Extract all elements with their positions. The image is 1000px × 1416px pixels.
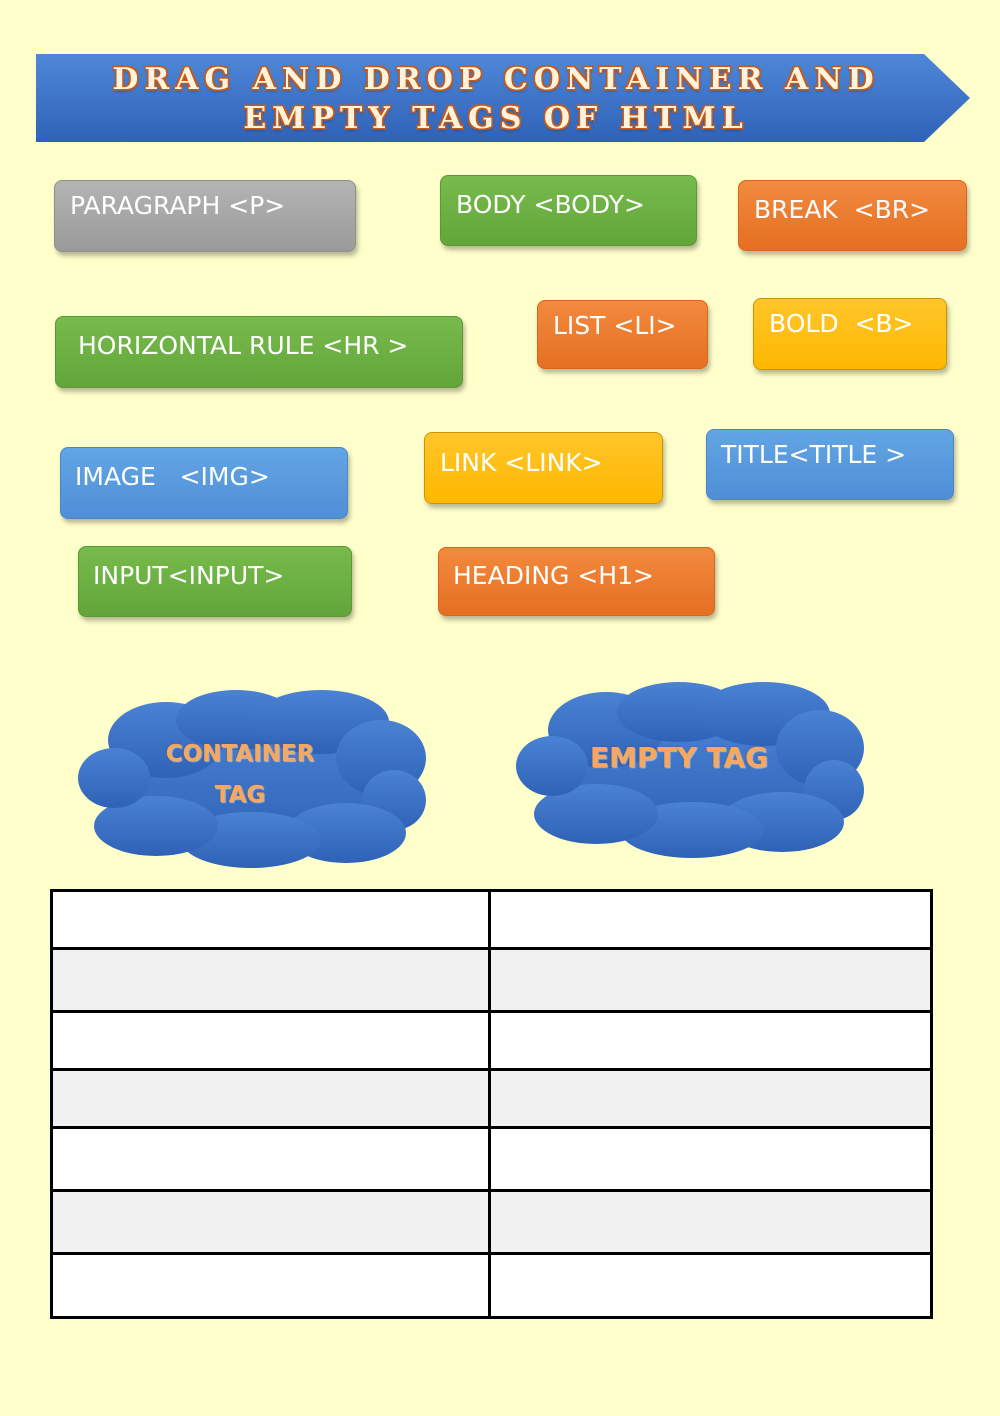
container-drop-cell[interactable] xyxy=(52,891,490,949)
tag-bold[interactable]: BOLD <B> xyxy=(753,298,947,370)
table-row xyxy=(52,1070,932,1128)
container-drop-cell[interactable] xyxy=(52,1012,490,1070)
table-row xyxy=(52,1191,932,1254)
table-row xyxy=(52,1128,932,1191)
empty-drop-cell[interactable] xyxy=(490,1254,932,1318)
tag-body[interactable]: BODY <BODY> xyxy=(440,175,697,246)
container-drop-cell[interactable] xyxy=(52,1254,490,1318)
table-row xyxy=(52,1254,932,1318)
tag-horizontal-rule[interactable]: HORIZONTAL RULE <HR > xyxy=(55,316,463,388)
empty-drop-cell[interactable] xyxy=(490,1070,932,1128)
empty-drop-cell[interactable] xyxy=(490,949,932,1012)
empty-drop-cell[interactable] xyxy=(490,1012,932,1070)
table-row xyxy=(52,949,932,1012)
tag-list[interactable]: LIST <LI> xyxy=(537,300,708,369)
title-banner xyxy=(36,50,972,145)
empty-tag-cloud xyxy=(514,680,866,860)
container-tag-label-line-2: TAG xyxy=(214,782,266,808)
tag-input[interactable]: INPUT<INPUT> xyxy=(78,546,352,617)
empty-drop-cell[interactable] xyxy=(490,1191,932,1254)
table-row xyxy=(52,891,932,949)
tag-break[interactable]: BREAK <BR> xyxy=(738,180,967,251)
empty-drop-cell[interactable] xyxy=(490,1128,932,1191)
page-title-line-2: EMPTY TAGS OF HTML xyxy=(243,100,749,136)
empty-drop-cell[interactable] xyxy=(490,891,932,949)
tag-title[interactable]: TITLE<TITLE > xyxy=(706,429,954,500)
tag-image[interactable]: IMAGE <IMG> xyxy=(60,447,348,519)
container-drop-cell[interactable] xyxy=(52,1191,490,1254)
tag-heading[interactable]: HEADING <H1> xyxy=(438,547,715,616)
container-drop-cell[interactable] xyxy=(52,1070,490,1128)
container-drop-cell[interactable] xyxy=(52,949,490,1012)
container-tag-label xyxy=(146,734,334,816)
container-tag-cloud xyxy=(76,688,428,870)
tag-link[interactable]: LINK <LINK> xyxy=(424,432,663,504)
page-title-line-1: DRAG AND DROP CONTAINER AND xyxy=(112,61,880,97)
page-title xyxy=(56,56,936,141)
table-row xyxy=(52,1012,932,1070)
answer-table xyxy=(50,889,933,1319)
container-tag-label-line-1: CONTAINER xyxy=(165,741,315,767)
empty-tag-label: EMPTY TAG xyxy=(589,741,769,774)
container-drop-cell[interactable] xyxy=(52,1128,490,1191)
tag-paragraph[interactable]: PARAGRAPH <P> xyxy=(54,180,356,252)
